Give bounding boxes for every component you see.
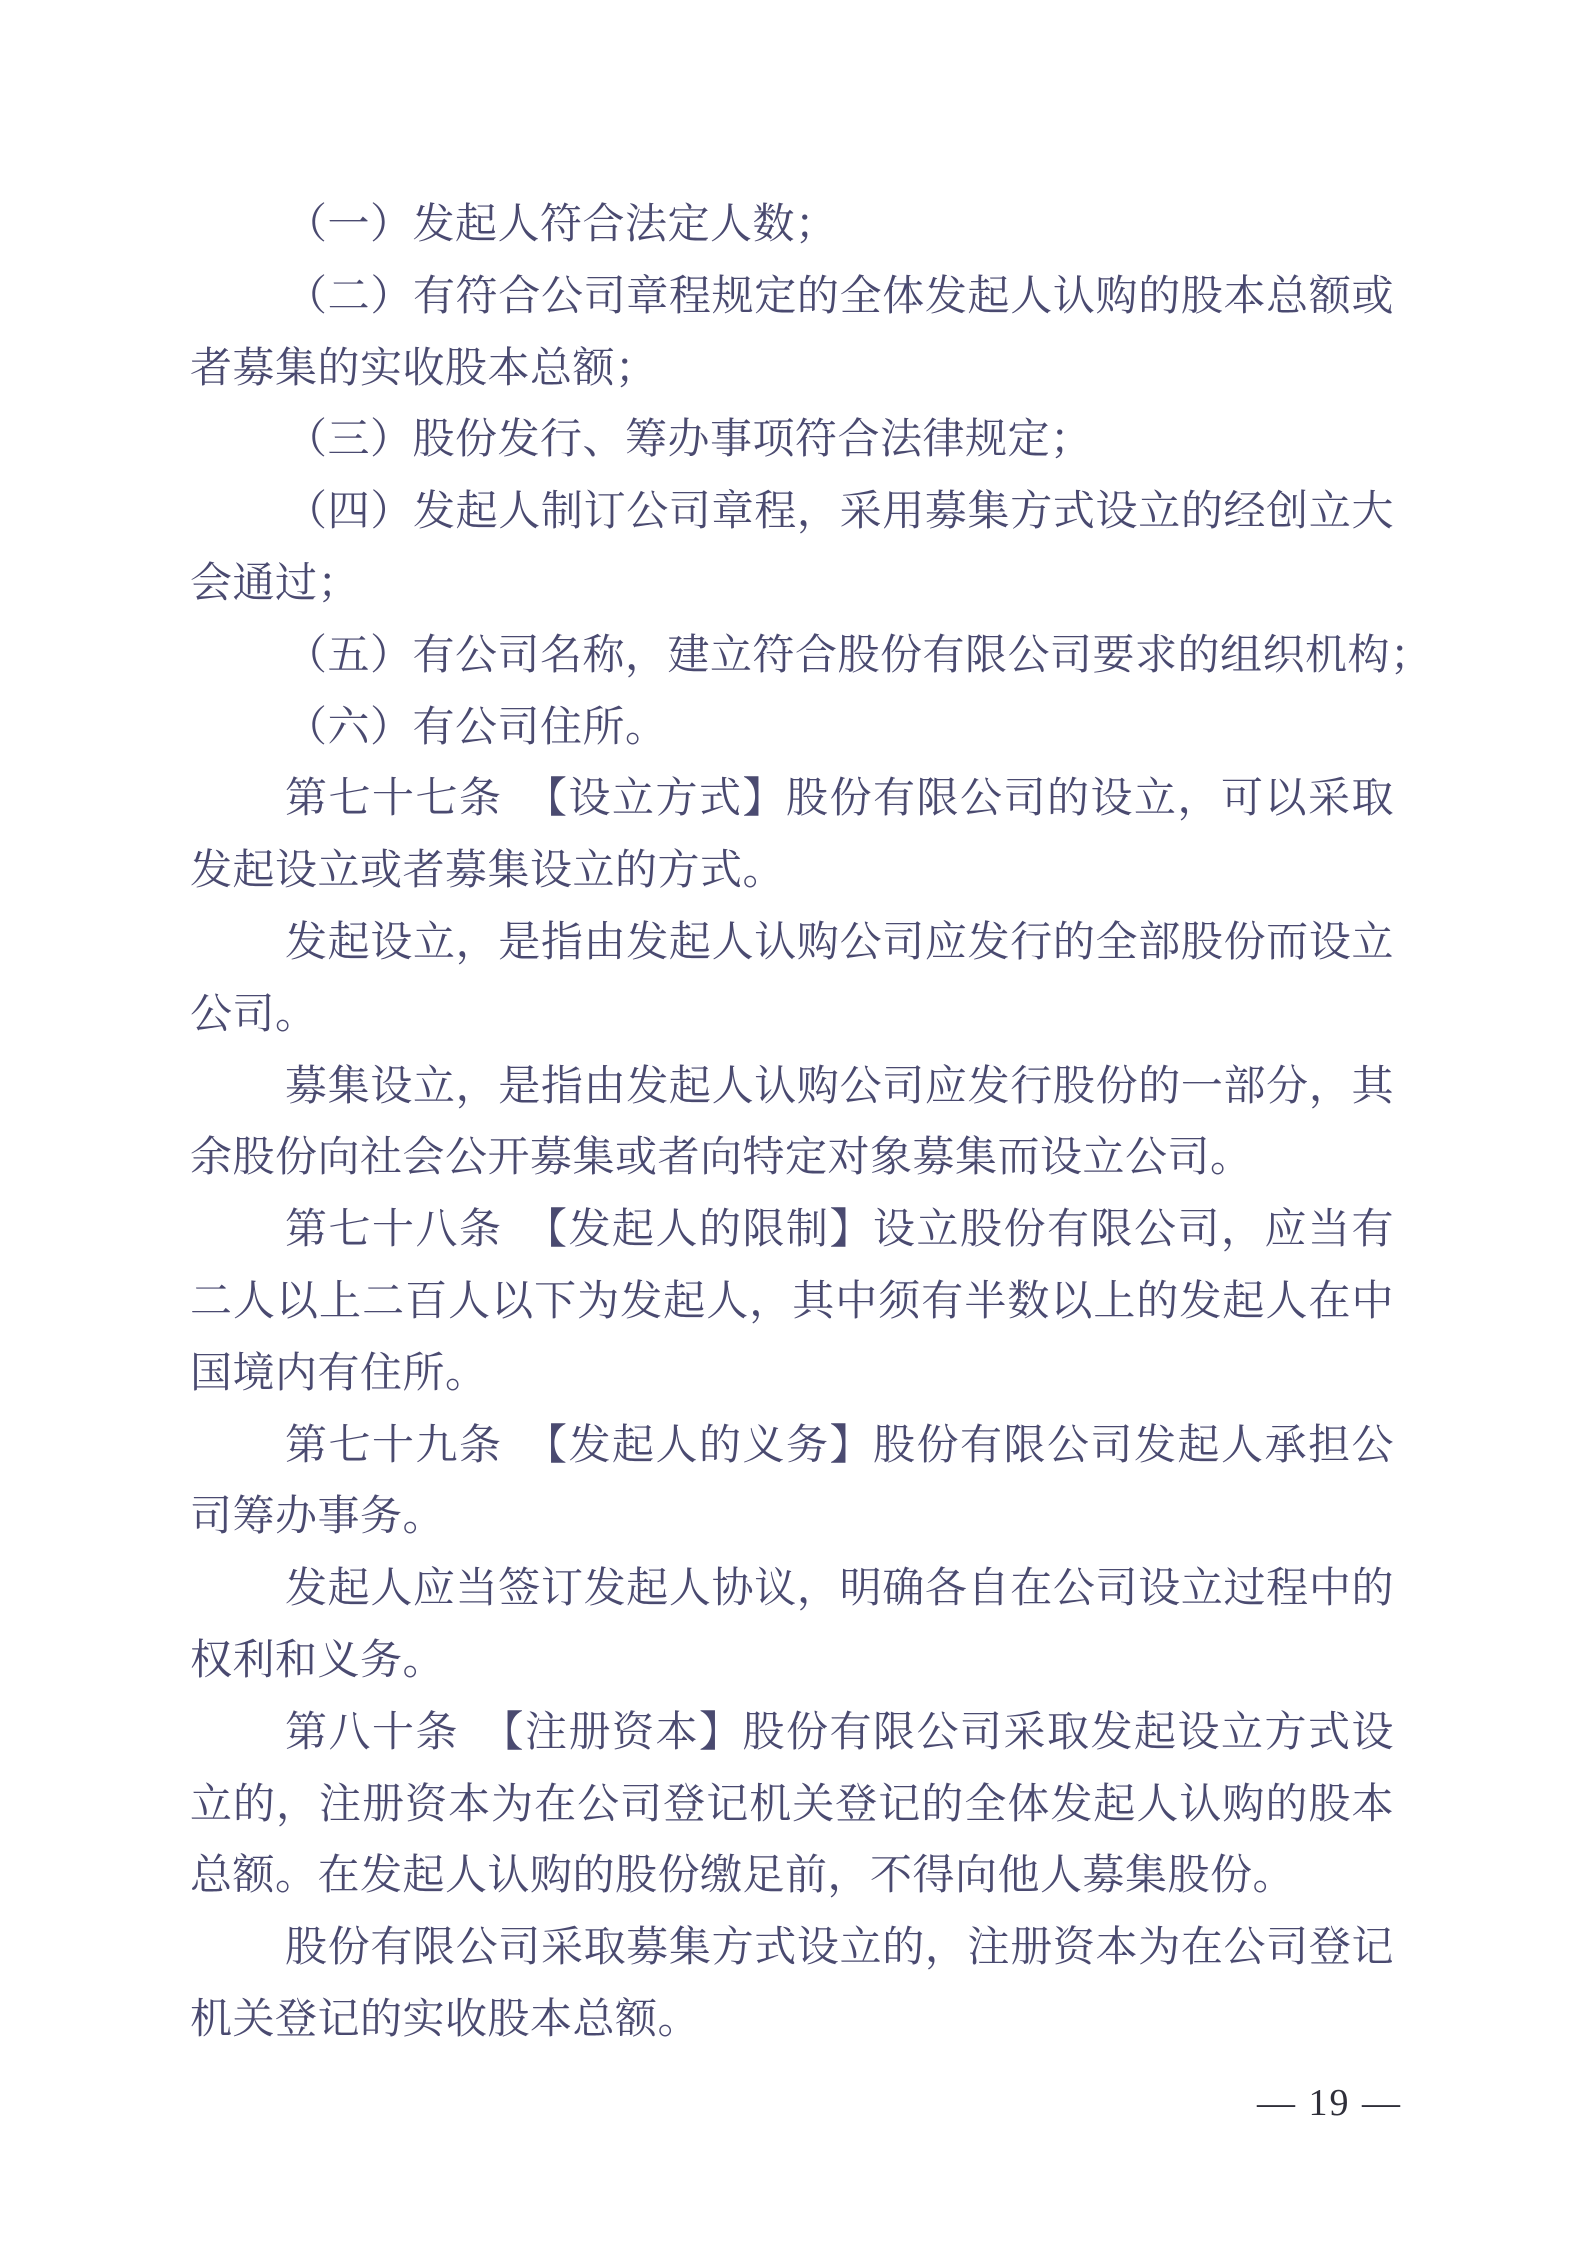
text-line: （二）有符合公司章程规定的全体发起人认购的股本总额或 [285, 273, 1394, 320]
text-line: 者募集的实收股本总额； [190, 345, 658, 392]
text-line: 机关登记的实收股本总额。 [190, 1996, 701, 2043]
text-line: 第七十八条 【发起人的限制】设立股份有限公司，应当有 [285, 1207, 1394, 1254]
text-line: 公司。 [190, 991, 318, 1038]
text-line: 司筹办事务。 [190, 1494, 446, 1541]
text-line: 会通过； [190, 560, 361, 607]
text-line: 第七十七条 【设立方式】股份有限公司的设立，可以采取 [285, 776, 1394, 823]
text-line: 余股份向社会公开募集或者向特定对象募集而设立公司。 [190, 1135, 1253, 1182]
text-line: 股份有限公司采取募集方式设立的，注册资本为在公司登记 [285, 1925, 1394, 1972]
text-line: （四）发起人制订公司章程，采用募集方式设立的经创立大 [285, 489, 1394, 536]
text-line: （五）有公司名称，建立符合股份有限公司要求的组织机构； [285, 632, 1433, 679]
page-number: — 19 — [1257, 2082, 1402, 2124]
document-body [190, 190, 1433, 2057]
text-line: 第八十条 【注册资本】股份有限公司采取发起设立方式设 [285, 1709, 1394, 1756]
text-line: 权利和义务。 [190, 1637, 446, 1684]
text-line: 发起设立，是指由发起人认购公司应发行的全部股份而设立 [285, 919, 1394, 966]
text-line: （三）股份发行、筹办事项符合法律规定； [285, 417, 1093, 464]
text-line: 第七十九条 【发起人的义务】股份有限公司发起人承担公 [285, 1422, 1394, 1469]
text-line: 发起人应当签订发起人协议，明确各自在公司设立过程中的 [285, 1566, 1394, 1613]
text-line: 国境内有住所。 [190, 1350, 488, 1397]
text-line: 总额。在发起人认购的股份缴足前，不得向他人募集股份。 [190, 1853, 1296, 1900]
text-line: （一）发起人符合法定人数； [285, 202, 838, 248]
text-line: （六）有公司住所。 [285, 704, 668, 751]
text-line: 二人以上二百人以下为发起人，其中须有半数以上的发起人在中 [190, 1278, 1394, 1325]
text-line: 发起设立或者募集设立的方式。 [190, 848, 786, 895]
text-line: 立的，注册资本为在公司登记机关登记的全体发起人认购的股本 [190, 1781, 1394, 1828]
text-line: 募集设立，是指由发起人认购公司应发行股份的一部分，其 [285, 1063, 1394, 1110]
